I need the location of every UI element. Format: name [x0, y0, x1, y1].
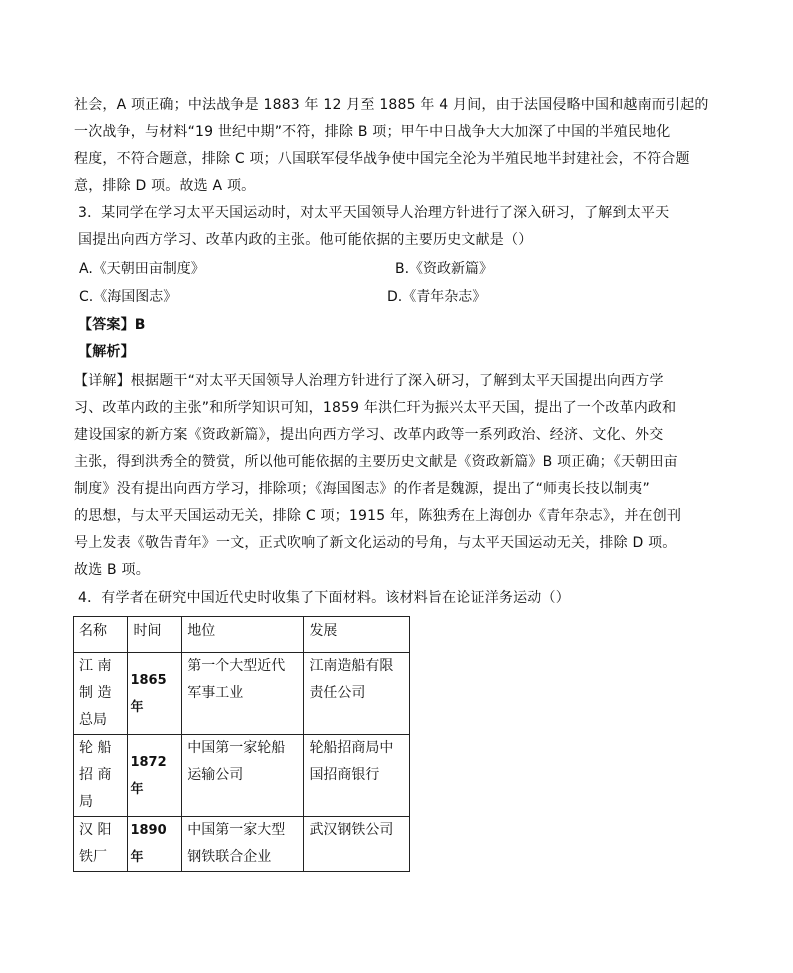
analysis-line: 的思想，与太平天国运动无关，排除 C 项；1915 年，陈独秀在上海创办《青年杂志》，并在创刊	[74, 508, 682, 524]
table-cell-time: 1872 年	[128, 735, 182, 817]
table-row	[74, 817, 410, 872]
analysis-line: 制度》没有提出向西方学习，排除项；《海国图志》的作者是魏源，提出了“师夷长技以制夷”	[74, 481, 650, 497]
text-line: 社会，A 项正确；中法战争是 1883 年 12 月至 1885 年 4 月间，由于法国侵略中国和越南而引起的	[74, 97, 709, 113]
question-3-text: 3．某同学在学习太平天国运动时，对太平天国领导人治理方针进行了深入研习，了解到太平天	[78, 205, 670, 221]
answer-label: 【答案】B	[78, 317, 146, 333]
table-header-cell: 发展	[304, 617, 410, 653]
text-line: 程度，不符合题意，排除 C 项；八国联军侵华战争使中国完全沦为半殖民地半封建社会，不符合题	[74, 151, 690, 167]
cell-line: 国招商银行	[309, 767, 380, 783]
analysis-line: 故选 B 项。	[74, 562, 150, 578]
table-header-cell: 地位	[182, 617, 304, 653]
table-cell-development	[304, 653, 410, 735]
cell-line: 招 商	[79, 767, 112, 783]
cell-line: 汉 阳	[79, 822, 112, 838]
text-line: 一次战争，与材料“19 世纪中期”不符，排除 B 项；甲午中日战争大大加深了中国的半殖民地化	[74, 124, 671, 140]
question-3-text: 国提出向西方学习、改革内政的主张。他可能依据的主要历史文献是（）	[78, 232, 533, 248]
table-cell-name	[74, 817, 128, 872]
analysis-line: 建设国家的新方案《资政新篇》，提出向西方学习、改革内政等一系列政治、经济、文化、外交	[74, 427, 664, 443]
table-cell-name	[74, 735, 128, 817]
table-row	[74, 735, 410, 817]
table-header-cell: 时间	[128, 617, 182, 653]
cell-line: 责任公司	[309, 685, 366, 701]
cell-line: 中国第一家轮船	[187, 740, 286, 756]
table-cell-development	[304, 735, 410, 817]
table-cell-position	[182, 653, 304, 735]
cell-line: 第一个大型近代	[187, 658, 286, 674]
option-b: B.《资政新篇》	[395, 261, 494, 277]
cell-line: 铁厂	[79, 849, 107, 865]
option-c: C.《海国图志》	[79, 289, 178, 305]
table-header-cell: 名称	[74, 617, 128, 653]
cell-line: 运输公司	[187, 767, 244, 783]
analysis-title: 【解析】	[78, 344, 135, 360]
analysis-line: 【详解】根据题干“对太平天国领导人治理方针进行了深入研习，了解到太平天国提出向西方学	[74, 373, 664, 389]
cell-line: 局	[79, 794, 93, 810]
cell-line: 武汉钢铁公司	[309, 822, 394, 838]
analysis-line: 主张，得到洪秀全的赞赏，所以他可能依据的主要历史文献是《资政新篇》B 项正确；《天朝田亩	[74, 454, 678, 470]
cell-line: 中国第一家大型	[187, 822, 286, 838]
cell-line: 军事工业	[187, 685, 244, 701]
cell-line: 钢铁联合企业	[187, 849, 272, 865]
analysis-line: 号上发表《敬告青年》一文，正式吹响了新文化运动的号角，与太平天国运动无关，排除 D 项。	[74, 535, 677, 551]
table-header-row	[74, 617, 410, 653]
analysis-line: 习、改革内政的主张”和所学知识可知，1859 年洪仁玕为振兴太平天国，提出了一个改革内政和	[74, 400, 677, 416]
cell-line: 江南造船有限	[309, 658, 394, 674]
table-cell-time: 1865 年	[128, 653, 182, 735]
cell-line: 总局	[79, 712, 107, 728]
table-cell-time: 1890 年	[128, 817, 182, 872]
cell-line: 江 南	[79, 658, 112, 674]
option-a: A.《天朝田亩制度》	[79, 261, 205, 277]
cell-line: 制 造	[79, 685, 112, 701]
question-4-text: 4．有学者在研究中国近代史时收集了下面材料。该材料旨在论证洋务运动（）	[78, 590, 570, 606]
table-cell-development	[304, 817, 410, 872]
option-d: D.《青年杂志》	[387, 289, 487, 305]
cell-line: 轮船招商局中	[309, 740, 394, 756]
text-line: 意，排除 D 项。故选 A 项。	[74, 178, 256, 194]
table-cell-name	[74, 653, 128, 735]
table-cell-position	[182, 817, 304, 872]
table-cell-position	[182, 735, 304, 817]
table-row	[74, 653, 410, 735]
cell-line: 轮 船	[79, 740, 112, 756]
history-table	[73, 616, 410, 872]
